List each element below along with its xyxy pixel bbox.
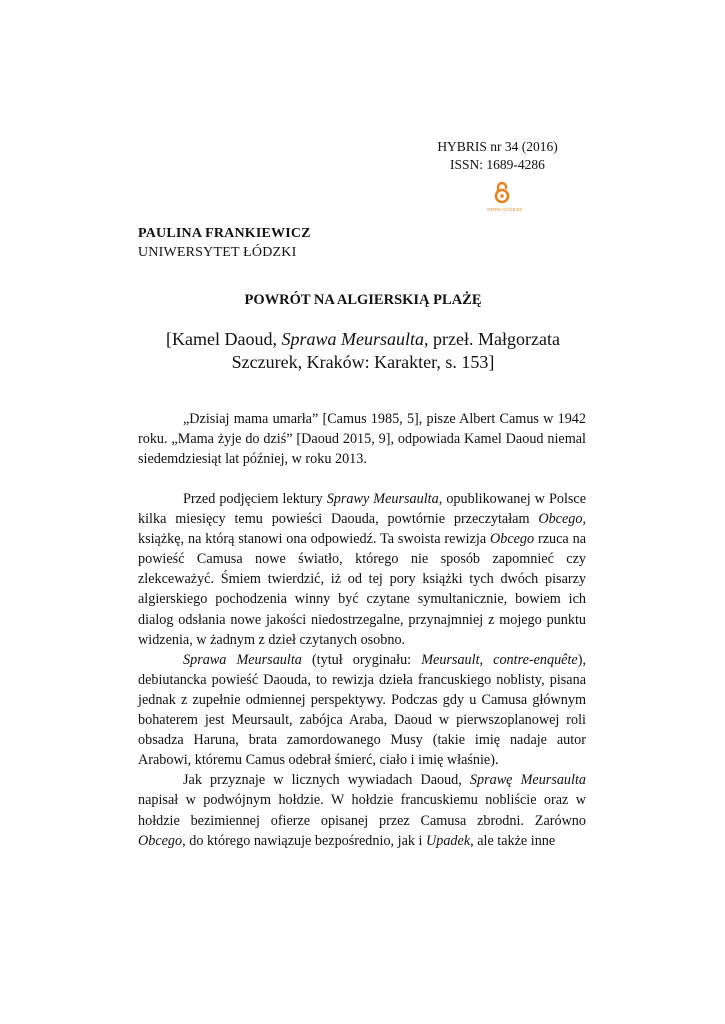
author-affiliation: UNIWERSYTET ŁÓDZKI <box>138 245 297 260</box>
article-title: POWRÓT NA ALGIERSKIĄ PLAŻĘ <box>244 292 482 308</box>
paragraph-3: Sprawa Meursaulta (tytuł oryginału: Meursault, contre-enquête), debiutancka powieść Daouda, to rewizja dzieła francuskiego noblisty, pisana jednak z zupełnie odmiennej perspektywy. Podczas gdy u Camusa głównym bohaterem jest Meursault, zabójca Araba, Daoud w pierwszoplanowej roli obsadza Haruna, brata zamordowanego Musy (takie imię nadaje autor Arabowi, któremu Camus odebrał śmierć, ciało i imię właśnie). <box>138 651 586 769</box>
journal-issn: ISSN: 1689-4286 <box>450 157 545 172</box>
paragraph-1: „Dzisiaj mama umarła” [Camus 1985, 5], pisze Albert Camus w 1942 roku. „Mama żyje do dziś” [Daoud 2015, 9], odpowiada Kamel Daoud niemal siedemdziesiąt lat później, w roku 2013. <box>138 411 586 468</box>
journal-info <box>380 138 615 174</box>
article-subtitle: [Kamel Daoud, Sprawa Meursaulta, przeł. Małgorzata Szczurek, Kraków: Karakter, s. 153] <box>166 329 560 372</box>
body-main <box>138 489 586 851</box>
journal-issue: HYBRIS nr 34 (2016) <box>437 139 558 154</box>
open-access-lock-icon <box>493 180 511 204</box>
paragraph-2: Przed podjęciem lektury Sprawy Meursaulta, opublikowanej w Polsce kilka miesięcy temu powieści Daouda, powtórnie przeczytałam Obcego, książkę, na którą stanowi ona odpowiedź. Ta swoista rewizja Obcego rzuca na powieść Camusa nowe światło, którego nie sposób zapomnieć czy zlekceważyć. Śmiem twierdzić, iż od tej pory książki tych dwóch pisarzy algierskiego pochodzenia winny być czytane symultanicznie, bowiem ich dialog odsłania nowe jakości niedostrzegalne, przynajmniej z mojego punktu widzenia, w żadnym z dzieł czytanych osobno. <box>138 491 587 648</box>
body-intro <box>138 409 586 469</box>
open-access-badge <box>487 180 523 212</box>
open-access-label: OPEN ACCESS <box>487 207 523 212</box>
author-name: PAULINA FRANKIEWICZ <box>138 226 311 241</box>
paragraph-4: Jak przyznaje w licznych wywiadach Daoud, Sprawę Meursaulta napisał w podwójnym hołdzie. W hołdzie francuskiemu nobliście oraz w hołdzie bezimiennej ofierze opisanej przez Camusa zbrodni. Zarówno Obcego, do którego nawiązuje bezpośrednio, jak i Upadek, ale także inne <box>138 772 586 849</box>
